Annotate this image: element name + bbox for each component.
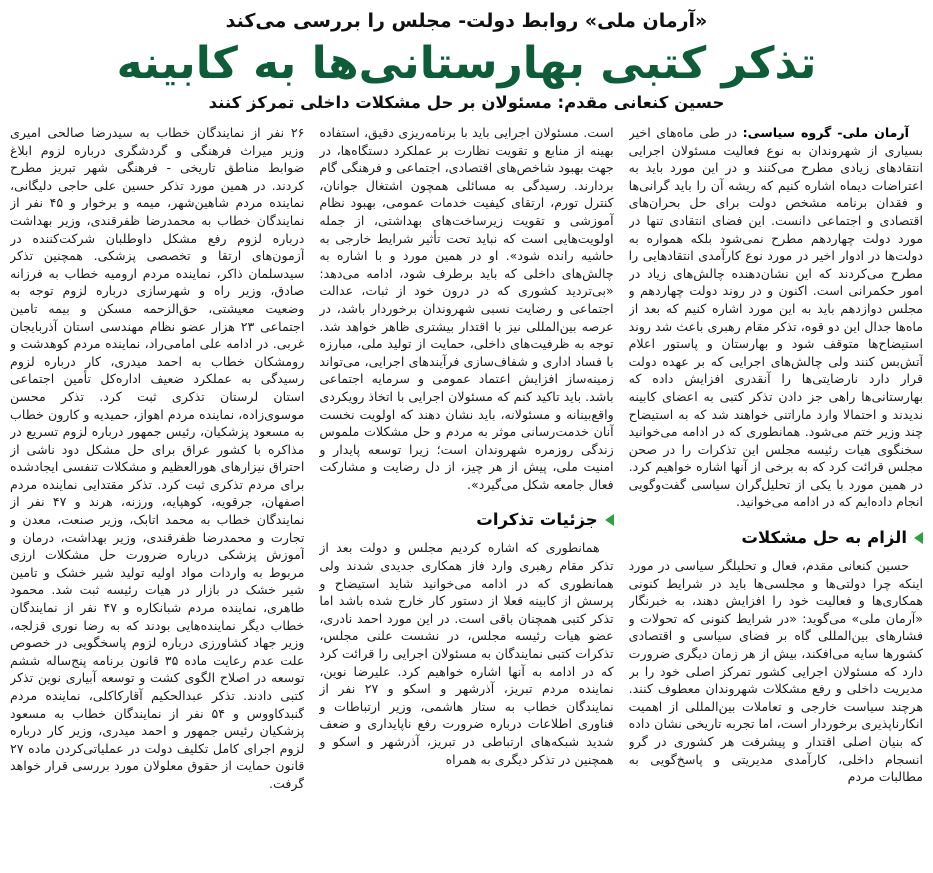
column-right: [629, 124, 923, 873]
subtitle: حسین کنعانی مقدم: مسئولان بر حل مشکلات داخلی تمرکز کنند: [208, 93, 725, 112]
paragraph: [629, 124, 923, 511]
paragraph-text: در طی ماه‌های اخیر بسیاری از شهروندان به نوع فعالیت مسئولان اجرایی انتقادهای زیادی مطرح می‌کنند و در این مورد باید به اعتراضات دیماه اشاره کنیم که ریشه آن را باید گرانی‌ها و فقدان برنامه مشخص دولت برای حل بحران‌های اقتصادی و اجتماعی دانست. این فضای انتقادی تنها در مورد دولت چهاردهم مطرح نمی‌شود بلکه همواره به دولت‌ها در ادوار اخیر در مورد نوع کارآمدی انتقادهایی را مطرح می‌کردند که این نشان‌دهنده چالش‌های زیاد در امور حکمرانی است. اکنون و در روند دولت چهاردهم و مجلس دوازدهم باید به این مورد اشاره کنیم که بعد از ماه‌ها جدال این دو قوه، تذکر مقام رهبری باعث شد روند استیضاح‌ها متوقف شود و بهارستان و پاستور اعلام آتش‌بس کنند ولی چالش‌های اجرایی که بر عهده دولت قرار دارد نارضایتی‌ها را آنقدری افزایش داده که بهارستانی‌ها راهی جز دادن تذکر کتبی به اعضای کابینه ندیدند و احتمالا وارد ماراتنی خواهند شد که به استیضاح چند وزیر ختم می‌شود. همانطوری که در ادامه می‌خوانید سخنگوی هیات رئیسه مجلس این تذکرات را در صحن مجلس قرائت کرد که به برخی از آنها اشاره خواهیم کرد. در همین مورد با یکی از تحلیل‌گران سیاسی گفت‌وگویی انجام داده‌ایم که در ادامه می‌خوانید.: [628, 125, 923, 510]
byline-lead: آرمان ملی- گروه سیاسی:: [742, 125, 909, 140]
paragraph: ۲۶ نفر از نمایندگان خطاب به سیدرضا صالحی امیری وزیر میراث فرهنگی و گردشگری درباره لزوم ابلاغ ضوابط مناطق تاریخی - فرهنگی شهر تبریز مطرح کردند. در همین مورد تذکر حسین علی حاجی دلیگانی، نماینده مردم شاهین‌شهر، میمه و برخوار و ۴۵ نفر از نمایندگان خطاب به محمدرضا ظفرقندی، وزیر بهداشت درباره لزوم رفع مشکل داوطلبان شرکت‌کننده در آزمون‌های ارتقا و تخصصی پزشکی. همچنین تذکر سیدسلمان ذاکر، نماینده مردم ارومیه خطاب به فرزانه صادق، وزیر راه و شهرسازی درباره لزوم توجه به وضعیت معیشتی، حق‌الزحمه مسکن و بیمه تامین اجتماعی ۲۳ هزار عضو نظام مهندسی استان آذربایجان غربی. در ادامه علی امامی‌راد، نماینده مردم کوهدشت و رومشکان خطاب به احمد میدری، کار درباره لزوم رسیدگی به عملکرد ضعیف اداره‌کل تأمین اجتماعی استان لرستان تذکری ثبت کرد. تذکر محسن موسوی‌زاده، نماینده مردم اهواز، حمیدیه و کارون خطاب به مسعود پزشکیان، رئیس جمهور درباره لزوم تسریع در مذاکره با کشور عراق برای حل مشکل دود ناشی از احتراق نیزارهای هورالعظیم و مشکلات تنفسی ایجادشده برای مردم تذکری ثبت کرد. تذکر مقتدایی نماینده مردم اصفهان، جرقویه، کوهپایه، ورزنه، هرند و ۴۷ نفر از نمایندگان خطاب به محمد اتابک، وزیر صنعت، معدن و تجارت و محمدرضا ظفرقندی، وزیر بهداشت، درمان و آموزش پزشکی درباره ضرورت حل مشکلات ارزی مربوط به واردات مواد اولیه تولید شیر خشک و تامین شیر خشک در بازار در هیات رئیسه ثبت شد. محمود طاهری، نماینده مردم شبانکاره و ۴۷ نفر از نمایندگان خطاب دیگر نماینده‌هایی بودند که به رضا نوری قزلجه، وزیر جهاد کشاورزی درباره لزوم پاسخگویی در خصوص علت عدم رعایت ماده ۳۵ قانون برنامه پنج‌ساله ششم توسعه در اصلاح الگوی کشت و توسعه آبیاری نوین تذکر کتبی دادند. تذکر عبدالحکیم آقارکاکلی، نماینده مردم گنبدکاووس و ۵۴ نفر از نمایندگان خطاب به مسعود پزشکیان رئیس جمهور و احمد میدری، وزیر کار درباره لزوم اجرای کامل تکلیف دولت در عملیاتی‌کردن ماده ۲۷ قانون حمایت از حقوق معلولان مورد بررسی قرار خواهد گرفت.: [10, 125, 305, 791]
column-left: [10, 124, 304, 873]
paragraph: است. مسئولان اجرایی باید با برنامه‌ریزی دقیق، استفاده بهینه از منابع و تقویت نظارت بر عملکرد دستگاه‌ها، در جهت بهبود شاخص‌های اقتصادی، اجتماعی و فرهنگی گام بردارند. رسیدگی به مسائلی همچون اشتغال جوانان، کنترل تورم، ارتقای کیفیت خدمات عمومی، بهبود نظام آموزشی و تقویت زیرساخت‌های بهداشتی، از جمله اولویت‌هایی است که نباید تحت تأثیر شرایط خارجی به حاشیه رانده شود». او در همین مورد و با اشاره به چالش‌های داخلی که باید برطرف شود، ادامه می‌دهد: «بی‌تردید کشوری که در درون خود از ثبات، عدالت اجتماعی و رضایت نسبی شهروندان برخوردار باشد، در عرصه بین‌المللی نیز با اقتدار بیشتری ظاهر خواهد شد. توجه به ظرفیت‌های داخلی، حمایت از تولید ملی، مبارزه با فساد اداری و شفاف‌سازی فرآیندهای اجرایی، می‌تواند زمینه‌ساز افزایش اعتماد عمومی و سرمایه اجتماعی باشد. باید تاکید کنم که مسئولان اجرایی با اتخاذ رویکردی واقع‌بینانه و مسئولانه، باید نشان دهند که اولویت نخست آنان خدمت‌رسانی موثر به مردم و حل مشکلات ملموس زندگی روزمره شهروندان است؛ زیرا توسعه پایدار و امنیت ملی، پیش از هر چیز، از دل رضایت و مشارکت فعال جامعه شکل می‌گیرد».: [319, 125, 614, 492]
page-title: تذکر کتبی بهارستانی‌ها به کابینه: [116, 38, 817, 89]
section-arrow-icon: [605, 514, 614, 526]
kicker: «آرمان ملی» روابط دولت- مجلس را بررسی می‌کند: [225, 10, 708, 32]
column-middle: [319, 124, 613, 873]
article-body: [10, 124, 923, 873]
paragraph: حسین کنعانی مقدم، فعال و تحلیلگر سیاسی در مورد اینکه چرا دولتی‌ها و مجلسی‌ها باید در شرایط کنونی همکاری‌ها و فعالیت خود را افزایش دهند، به خبرنگار «آرمان ملی» می‌گوید: «در شرایط کنونی که تحولات و فشارهای بین‌المللی گاه بر فضای سیاسی و اقتصادی کشورها سایه می‌افکند، بیش از هر زمان دیگری ضرورت دارد که مسئولان اجرایی کشور تمرکز اصلی خود را بر مدیریت داخلی و رفع مشکلات شهروندان معطوف کنند. هرچند سیاست خارجی و تعاملات بین‌المللی از اهمیت انکارناپذیری برخوردار است، اما تجربه تاریخی نشان داده که بنیان اصلی اقتدار و پیشرفت هر کشوری در گرو انسجام داخلی، کارآمدی مدیریتی و پاسخ‌گویی به مطالبات مردم: [628, 558, 923, 785]
section-heading: [629, 527, 923, 549]
paragraph: همانطوری که اشاره کردیم مجلس و دولت بعد از تذکر مقام رهبری وارد فاز همکاری جدیدی شدند ولی همانطوری که در ادامه می‌خوانید شاید استیضاح و پرسش از کابینه فعلا از دستور کار خارج شده باشد اما تذکر کتبی همچنان باقی است. در این مورد احمد نادری، عضو هیات رئیسه مجلس، در نشست علنی مجلس، تذکرات کتبی نمایندگان به مسئولان اجرایی را قرائت کرد که در ادامه به آنها اشاره خواهیم کرد. علیرضا نوین، نماینده مردم تبریز، آذرشهر و اسکو و ۲۷ نفر از نمایندگان خطاب به ستار هاشمی، وزیر ارتباطات و فناوری اطلاعات درباره ضرورت رفع ناپایداری و ضعف شدید شبکه‌های ارتباطی در تبریز، آذرشهر و اسکو و همچنین در تذکر دیگری به همراه: [319, 540, 614, 767]
article-header: [10, 8, 923, 114]
section-heading-label: جزئیات تذکرات: [476, 510, 598, 530]
section-arrow-icon: [914, 532, 923, 544]
section-heading: [319, 509, 613, 531]
section-heading-label: الزام به حل مشکلات: [741, 528, 907, 548]
